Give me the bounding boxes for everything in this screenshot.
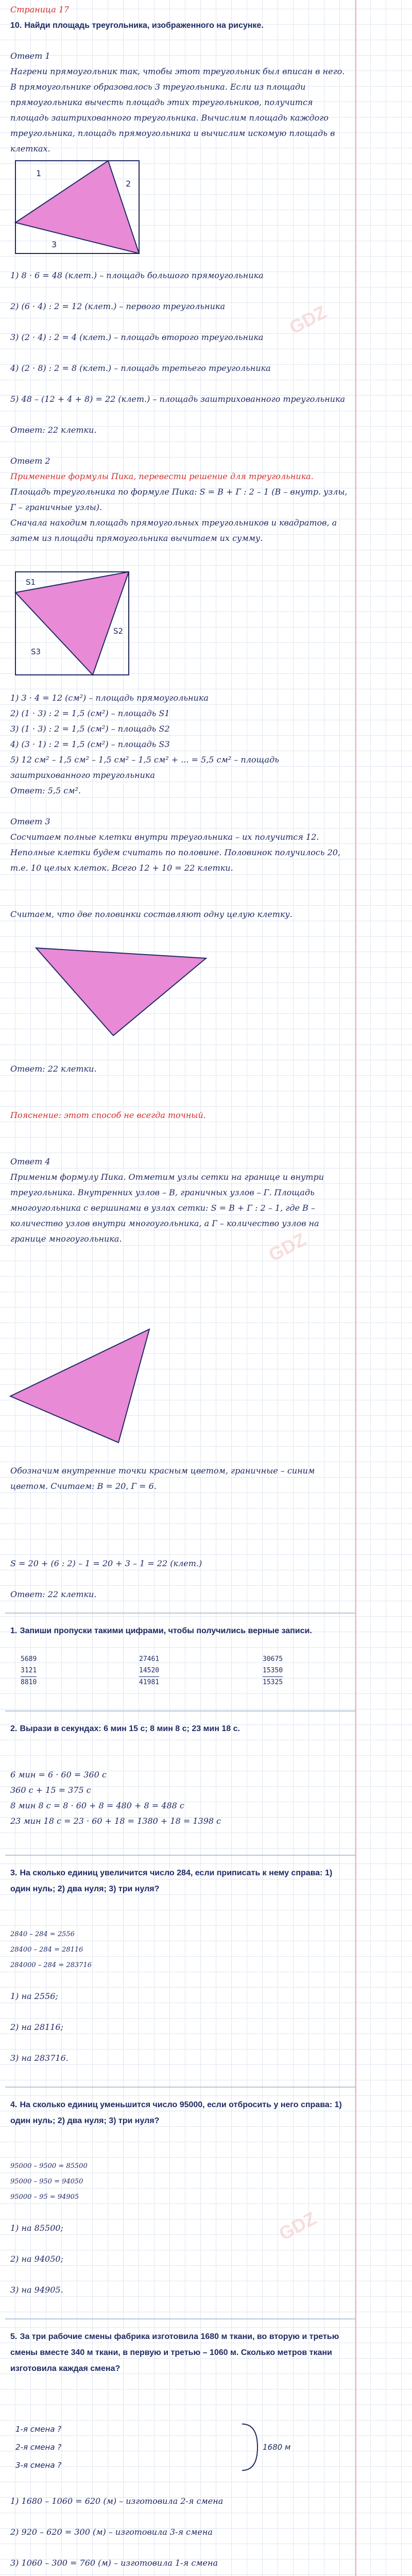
a2-result: Ответ: 5,5 см². (10, 786, 81, 795)
task5-title (10, 2329, 350, 2377)
task3-answer-3: 3) на 283716. (10, 2053, 68, 2063)
task4-answer-3: 3) на 94905. (10, 2285, 63, 2295)
task4-answer-1: 1) на 85500; (10, 2223, 63, 2233)
task5-number: 5. (10, 2332, 18, 2341)
fig-label-1: 1 (36, 168, 42, 178)
a2-red-note: Применение формулы Пика, перевести решение для треугольника. (10, 471, 314, 481)
a2-text-1: Площадь треугольника по формуле Пика: S = В + Г : 2 – 1 (В – внутр. узлы, Г – граничные узлы). (10, 487, 348, 512)
scheme-total: 1680 м (263, 2443, 291, 2452)
task1-columns (21, 1654, 340, 1700)
task3-number: 3. (10, 1869, 18, 1877)
a1-step-4: 4) (2 · 8) : 2 = 8 (клет.) – площадь третьего треугольника (10, 363, 271, 373)
a1-step-3: 3) (2 · 4) : 2 = 4 (клет.) – площадь второго треугольника (10, 332, 264, 342)
divider-3 (5, 1855, 355, 1856)
task1-col-3: 30675 15350 15325 (263, 1654, 283, 1688)
a1-result: Ответ: 22 клетки. (10, 425, 97, 435)
scheme-shift-3: 3-я смена ? (15, 2461, 62, 2470)
task2-line-4: 23 мин 18 с = 23 · 60 + 18 = 1380 + 18 = 1398 с (10, 1816, 221, 1826)
task3-answer-1: 1) на 2556; (10, 1991, 58, 2001)
task3-title (10, 1865, 350, 1897)
task4-calc-2: 95000 – 950 = 94050 (10, 2178, 83, 2185)
task3-answer-2: 2) на 28116; (10, 2022, 63, 2032)
watermark: GDZ (285, 301, 330, 338)
s2-label: S2 (113, 626, 124, 636)
task4-number: 4. (10, 2100, 18, 2109)
divider-1 (5, 1613, 355, 1614)
a3-result: Ответ: 22 клетки. (10, 1064, 97, 1074)
task10-title (10, 18, 350, 33)
a1-step-2: 2) (6 · 4) : 2 = 12 (клет.) – первого треугольника (10, 301, 225, 311)
a4-label: Ответ 4 (10, 1157, 50, 1166)
divider-2 (5, 1710, 355, 1711)
page-label: Страница 17 (10, 5, 70, 14)
watermark: GDZ (265, 1228, 310, 1266)
a4-result: Ответ: 22 клетки. (10, 1589, 97, 1599)
a1-label: Ответ 1 (10, 51, 50, 61)
task2-line-3: 8 мин 8 с = 8 · 60 + 8 = 480 + 8 = 488 с (10, 1801, 184, 1810)
margin-line (355, 0, 356, 2576)
a4-text-2: Обозначим внутренние точки красным цветом, граничные – синим цветом. Считаем: В = 20, Г = 6. (10, 1466, 315, 1491)
a1-step-5: 5) 48 – (12 + 4 + 8) = 22 (клет.) – площадь заштрихованного треугольника (10, 394, 346, 404)
divider-5 (5, 2318, 355, 2319)
task10-title-text: Найди площадь треугольника, изображенного на рисунке. (24, 21, 264, 30)
task3-calc-3: 284000 – 284 = 283716 (10, 1961, 92, 1969)
divider-4 (5, 2087, 355, 2088)
task5-line-2: 2) 920 – 620 = 300 (м) – изготовила 3-я смена (10, 2527, 213, 2537)
scheme-brace (242, 2424, 258, 2470)
task3-calc-1: 2840 – 284 = 2556 (10, 1930, 75, 1938)
task2-title (10, 1721, 350, 1737)
shaded-triangle-2 (15, 572, 129, 675)
triangle-figure-2 (15, 572, 139, 680)
shaded-triangle (15, 161, 139, 253)
task4-calc-3: 95000 – 95 = 94905 (10, 2193, 79, 2201)
task4-title (10, 2097, 350, 2129)
task3-calc-2: 28400 – 284 = 28116 (10, 1946, 83, 1954)
a2-step-1: 1) 3 · 4 = 12 (см²) – площадь прямоугольника (10, 693, 209, 703)
triangle-figure-4 (10, 1329, 180, 1448)
shaded-triangle-4 (10, 1329, 149, 1443)
task4-answer-2: 2) на 94050; (10, 2254, 63, 2264)
a2-label: Ответ 2 (10, 456, 50, 466)
task4-title-text: На сколько единиц уменьшится число 95000, если отбросить у него справа: 1) один нуль; 2) два нуля; 3) три нуля? (10, 2100, 342, 2125)
a2-text-2: Сначала находим площадь прямоугольных треугольников и квадратов, а затем из площади прямоугольника вычитаем их сумму. (10, 518, 337, 543)
a2-step-2: 2) (1 · 3) : 2 = 1,5 (см²) – площадь S1 (10, 708, 170, 718)
task3-title-text: На сколько единиц увеличится число 284, если приписать к нему справа: 1) один нуль; 2) два нуля; 3) три нуля? (10, 1869, 333, 1893)
s1-label: S1 (26, 578, 36, 587)
scheme-shift-1: 1-я смена ? (15, 2425, 62, 2434)
a3-label: Ответ 3 (10, 817, 50, 826)
task1-title (10, 1623, 350, 1639)
triangle-figure-3 (36, 948, 221, 1041)
task1-col-2: 27461 14520 41981 (139, 1654, 159, 1688)
task10-number: 10. (10, 21, 22, 30)
task2-number: 2. (10, 1724, 18, 1733)
shaded-triangle-3 (36, 948, 206, 1036)
a4-text: Применим формулу Пика. Отметим узлы сетки на границе и внутри треугольника. Внутренних узлов – В, граничных узлов – Г. Площадь многоугольника с вершинами в узлах сетки: S = В + Г : 2 – 1, где В – количество узлов внутри многоугольника, а Г – количество узлов на границе многоугольника. (10, 1172, 324, 1244)
fig-label-2: 2 (126, 179, 131, 189)
watermark: GDZ (275, 2207, 320, 2245)
scheme-shift-2: 2-я смена ? (15, 2443, 62, 2452)
a3-note: Считаем, что две половинки составляют одну целую клетку. (10, 909, 293, 919)
task2-line-1: 6 мин = 6 · 60 = 360 с (10, 1770, 107, 1780)
a4-red-note: Пояснение: этот способ не всегда точный. (10, 1110, 206, 1120)
task1-title-text: Запиши пропуски такими цифрами, чтобы получились верные записи. (20, 1626, 312, 1635)
task5-line-3: 3) 1060 – 300 = 760 (м) – изготовила 1-я смена (10, 2558, 218, 2568)
fig-label-3: 3 (52, 240, 57, 249)
a2-step-5: 5) 12 см² – 1,5 см² – 1,5 см² – 1,5 см² + ... = 5,5 см² – площадь заштрихованного треугольника (10, 755, 279, 780)
task1-col-1: 5689 3121 8810 (21, 1654, 37, 1688)
a4-formula: S = 20 + (6 : 2) – 1 = 20 + 3 – 1 = 22 (клет.) (10, 1558, 202, 1568)
task5-line-1: 1) 1680 – 1060 = 620 (м) – изготовила 2-я смена (10, 2496, 224, 2506)
task5-scheme (15, 2421, 335, 2478)
a3-text: Сосчитаем полные клетки внутри треугольника – их получится 12. Неполные клетки будем считать по половине. Половинок получилось 20, т.е. 10 целых клеток. Всего 12 + 10 = 22 клетки. (10, 832, 341, 873)
a2-step-3: 3) (1 · 3) : 2 = 1,5 (см²) – площадь S2 (10, 724, 170, 734)
a1-step-1: 1) 8 · 6 = 48 (клет.) – площадь большого прямоугольника (10, 270, 264, 280)
a1-text: Нагрени прямоугольник так, чтобы этот треугольник был вписан в него. В прямоугольнике образовалось 3 треугольника. Если из площади прямоугольника вычесть площадь этих треугольников, получится площадь заштрихованного треугольника. Вычислим площадь каждого треугольника, площадь прямоугольника и вычислим искомую площадь в клетках. (10, 66, 345, 154)
task2-title-text: Вырази в секундах: 6 мин 15 с; 8 мин 8 с; 23 мин 18 с. (20, 1724, 240, 1733)
task2-line-2: 360 с + 15 = 375 с (10, 1785, 91, 1795)
task5-title-text: За три рабочие смены фабрика изготовила 1680 м ткани, во вторую и третью смены вместе 340 м ткани, в первую и третью – 1060 м. Сколько метров ткани изготовила каждая смена? (10, 2332, 339, 2373)
rectangle-figure (15, 161, 154, 253)
task1-number: 1. (10, 1626, 18, 1635)
task4-calc-1: 95000 – 9500 = 85500 (10, 2162, 88, 2170)
s3-label: S3 (31, 647, 41, 656)
a2-step-4: 4) (3 · 1) : 2 = 1,5 (см²) – площадь S3 (10, 739, 170, 749)
